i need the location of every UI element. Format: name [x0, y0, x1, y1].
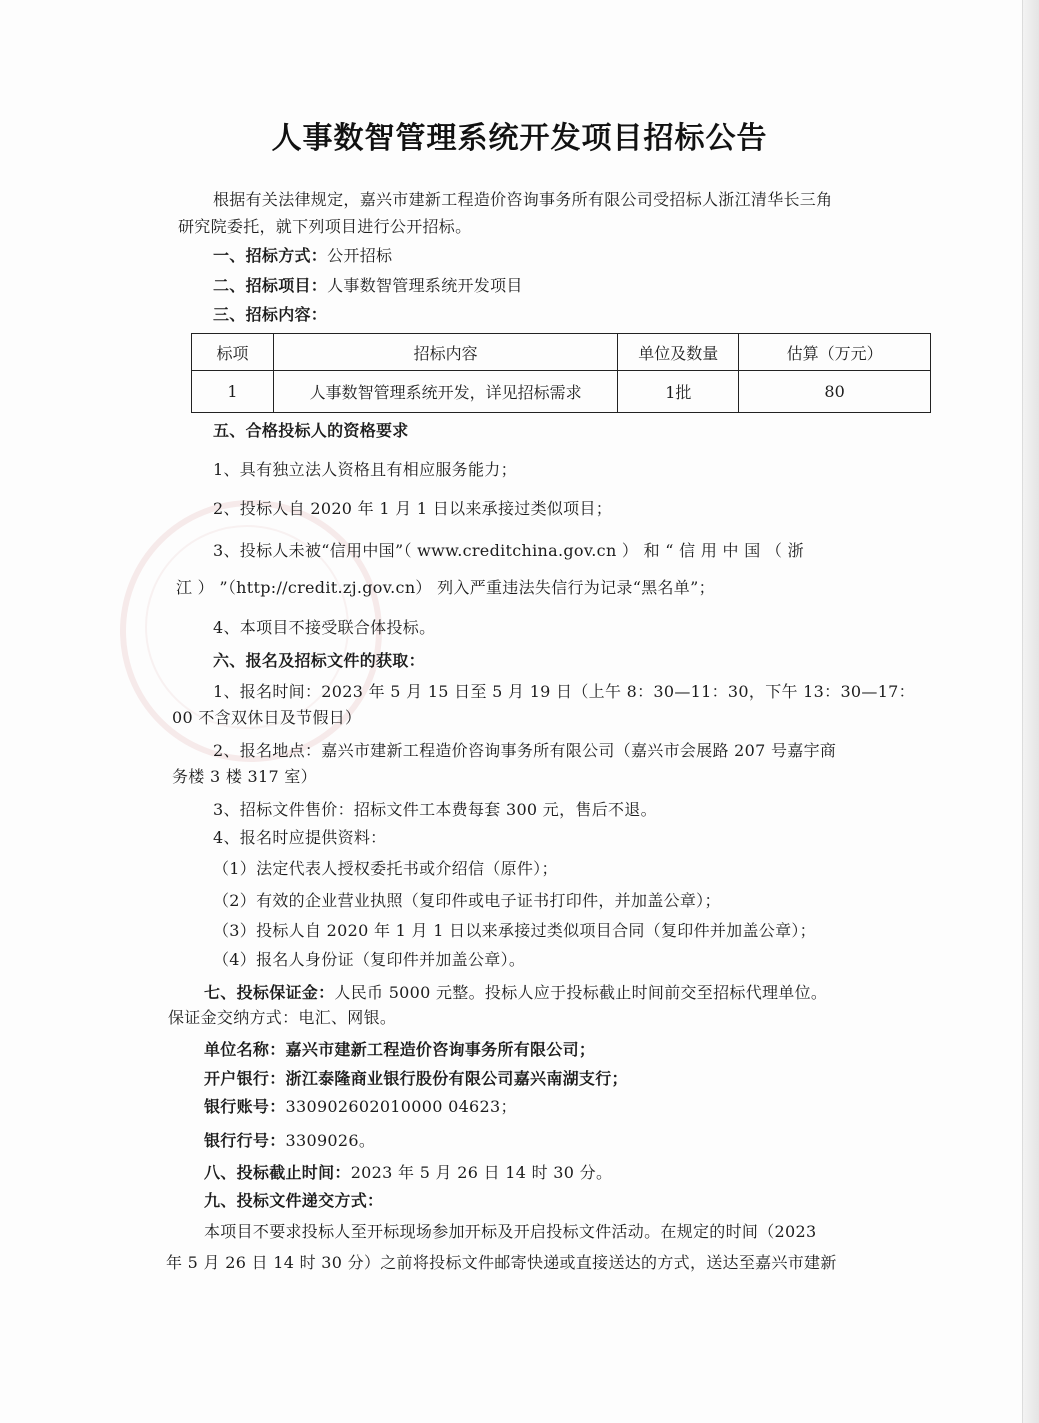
section-1: [213, 246, 392, 266]
section-7-line-1: [204, 983, 827, 1003]
section-8-label: 八、投标截止时间：: [204, 1163, 351, 1182]
table-header: 估算（万元）: [739, 334, 931, 371]
section-6-heading: 六、报名及招标文件的获取：: [213, 651, 425, 670]
section-9-line-2: 年 5 月 26 日 14 时 30 分）之前将投标文件邮寄快递或直接送达的方式，送达至嘉兴市建新: [166, 1253, 837, 1272]
table-header: 标项: [192, 334, 274, 371]
section-6-item-4: 4、报名时应提供资料：: [213, 828, 387, 847]
section-5-heading: 五、合格投标人的资格要求: [213, 421, 409, 440]
table-cell: 1: [192, 371, 274, 413]
section-7-amount: 人民币 5000 元整。投标人应于投标截止时间前交至招标代理单位。: [334, 983, 828, 1002]
section-1-label: 一、招标方式：: [213, 246, 328, 265]
unit-name-label: 单位名称：: [204, 1040, 286, 1059]
section-5-item-3-line-2: 江 ） ”（http://credit.zj.gov.cn） 列入严重违法失信行为记录“黑名单”；: [176, 578, 715, 597]
bank-account-value: 330902602010000 04623；: [285, 1097, 517, 1116]
bid-content-table: [191, 333, 931, 413]
section-2-value: 人事数智管理系统开发项目: [327, 276, 523, 295]
section-5-item-3-line-1: 3、投标人未被“信用中国”（ www.creditchina.gov.cn ） 和 “ 信 用 中 国 （ 浙: [213, 541, 804, 560]
table-cell: 80: [739, 371, 931, 413]
intro-line-2: 研究院委托，就下列项目进行公开招标。: [178, 217, 472, 236]
section-6-sub-4: （4）报名人身份证（复印件并加盖公章）。: [213, 950, 526, 969]
section-6-item-3: 3、招标文件售价：招标文件工本费每套 300 元，售后不退。: [213, 800, 657, 819]
bank-code-line: [204, 1131, 375, 1151]
section-7-line-2: 保证金交纳方式：电汇、网银。: [168, 1008, 397, 1027]
table-row: [192, 371, 931, 413]
table-header: 招标内容: [273, 334, 617, 371]
table-header-row: [192, 334, 931, 371]
section-6-item-2-line-2: 务楼 3 楼 317 室）: [172, 767, 317, 786]
section-5-item-4: 4、本项目不接受联合体投标。: [213, 618, 436, 637]
section-6-item-1-line-1: 1、报名时间：2023 年 5 月 15 日至 5 月 19 日（上午 8：30—11：30，下午 13：30—17：: [213, 682, 915, 701]
section-2-label: 二、招标项目：: [213, 276, 328, 295]
bank-name-label: 开户银行：: [204, 1069, 286, 1088]
page-title: 人事数智管理系统开发项目招标公告: [271, 121, 768, 156]
section-9-line-1: 本项目不要求投标人至开标现场参加开标及开启投标文件活动。在规定的时间（2023: [204, 1222, 817, 1241]
bank-account-line: [204, 1097, 517, 1117]
section-5-item-2: 2、投标人自 2020 年 1 月 1 日以来承接过类似项目；: [213, 499, 613, 518]
bank-name-value: 浙江泰隆商业银行股份有限公司嘉兴南湖支行；: [285, 1069, 628, 1088]
section-2: [213, 276, 523, 296]
section-6-item-2-line-1: 2、报名地点：嘉兴市建新工程造价咨询事务所有限公司（嘉兴市会展路 207 号嘉宇商: [213, 741, 837, 760]
section-7-label: 七、投标保证金：: [204, 983, 335, 1002]
section-6-sub-1: （1）法定代表人授权委托书或介绍信（原件）；: [213, 859, 558, 878]
section-1-value: 公开招标: [327, 246, 393, 265]
section-8: [204, 1163, 612, 1183]
section-5-item-1: 1、具有独立法人资格且有相应服务能力；: [213, 460, 517, 479]
table-header: 单位及数量: [618, 334, 739, 371]
table-cell: 人事数智管理系统开发，详见招标需求: [273, 371, 617, 413]
bank-account-label: 银行账号：: [204, 1097, 286, 1116]
unit-name-value: 嘉兴市建新工程造价咨询事务所有限公司；: [285, 1040, 596, 1059]
bank-name-line: [204, 1069, 628, 1089]
bank-code-label: 银行行号：: [204, 1131, 286, 1150]
section-6-sub-2: （2）有效的企业营业执照（复印件或电子证书打印件，并加盖公章）；: [213, 891, 721, 910]
section-8-value: 2023 年 5 月 26 日 14 时 30 分。: [350, 1163, 613, 1182]
section-6-sub-3: （3）投标人自 2020 年 1 月 1 日以来承接过类似项目合同（复印件并加盖公章）；: [213, 921, 816, 940]
section-3-heading: 三、招标内容：: [213, 305, 328, 324]
page-edge: [1022, 0, 1039, 1423]
unit-name-line: [204, 1040, 595, 1060]
section-9-heading: 九、投标文件递交方式：: [204, 1191, 384, 1210]
bank-code-value: 3309026。: [285, 1131, 376, 1150]
table-cell: 1批: [618, 371, 739, 413]
intro-line-1: 根据有关法律规定，嘉兴市建新工程造价咨询事务所有限公司受招标人浙江清华长三角: [213, 190, 833, 209]
section-6-item-1-line-2: 00 不含双休日及节假日）: [172, 708, 362, 727]
